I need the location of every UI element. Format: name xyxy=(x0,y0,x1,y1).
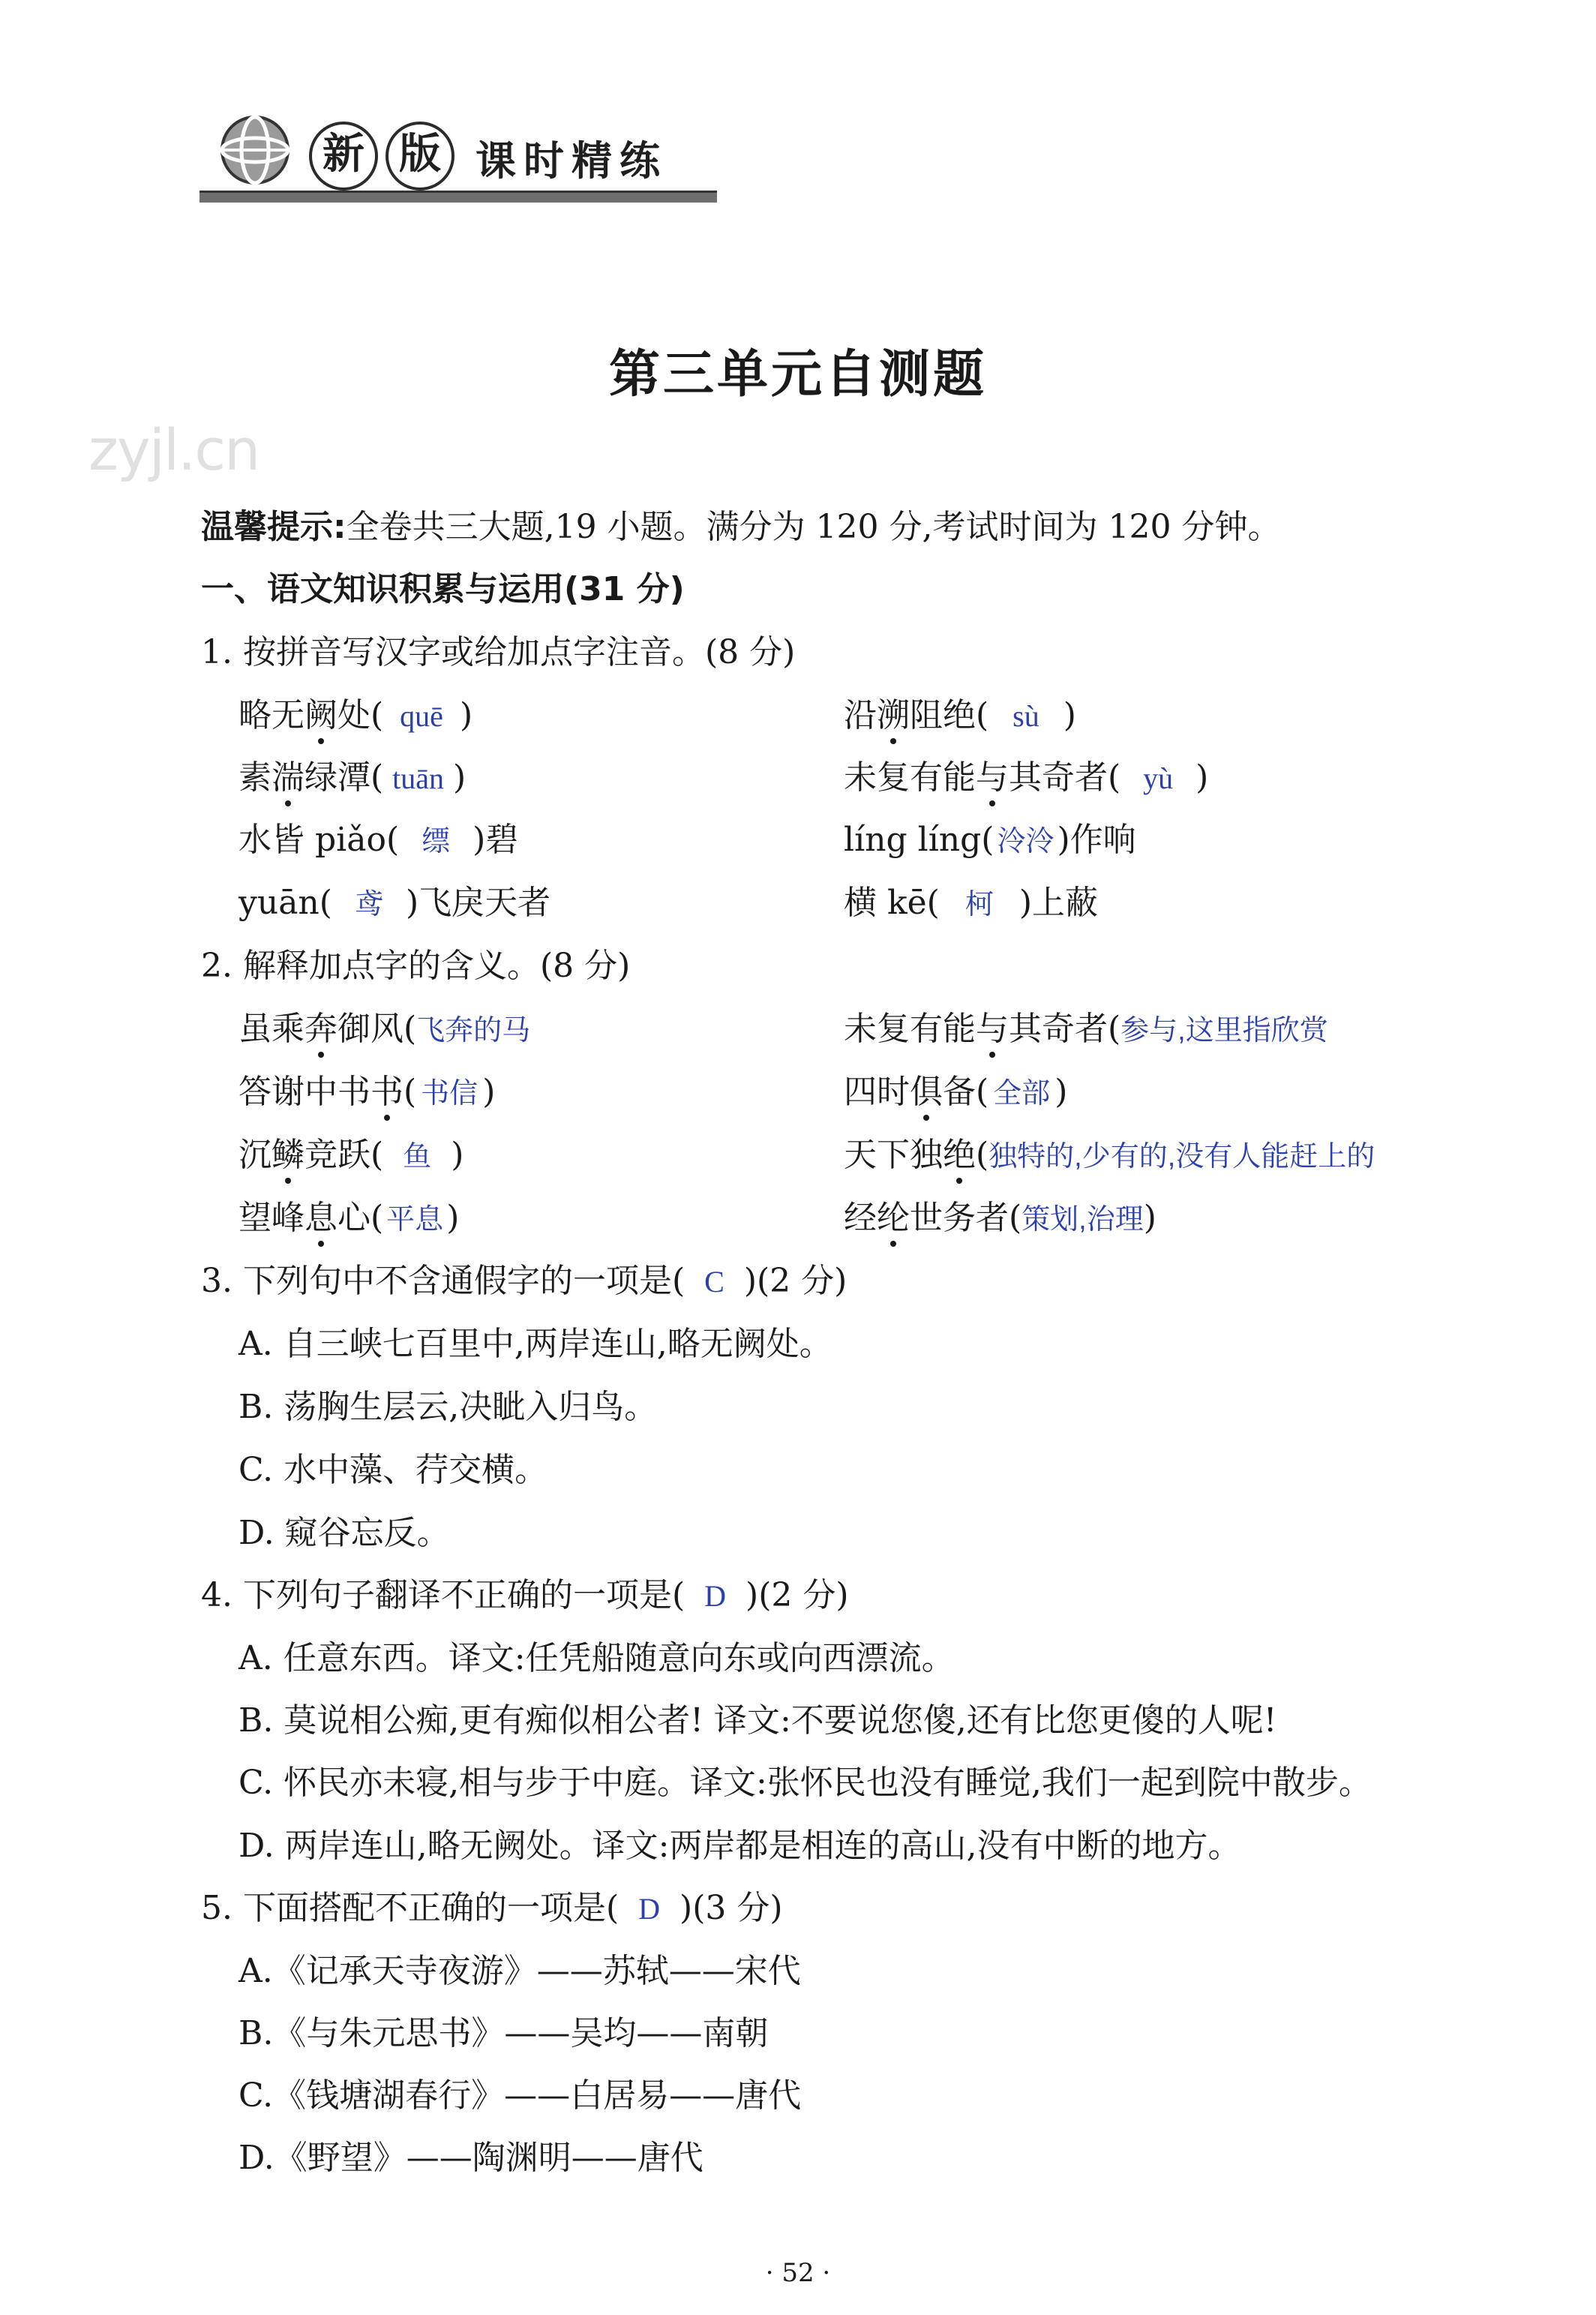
text: ( xyxy=(404,1073,417,1111)
text: ( xyxy=(976,1136,989,1174)
q4-stem xyxy=(201,1573,849,1619)
text: ) xyxy=(1054,1073,1068,1111)
text: )作响 xyxy=(1057,821,1136,859)
q1-item-4 xyxy=(844,755,1208,801)
text: ) xyxy=(459,696,473,734)
q3-option-d: D. 窥谷忘反。 xyxy=(238,1514,450,1552)
text: 世务者( xyxy=(910,1199,1022,1237)
q1-item-2 xyxy=(844,693,1076,739)
text: 未复有能 xyxy=(844,758,976,797)
text: 5. 下面搭配不正确的一项是( xyxy=(201,1889,620,1927)
text: 3. 下列句中不含通假字的一项是( xyxy=(201,1262,686,1300)
tip-text: 全卷共三大题,19 小题。满分为 120 分,考试时间为 120 分钟。 xyxy=(346,508,1281,546)
section-heading: 一、语文知识积累与运用(31 分) xyxy=(201,570,685,608)
text: 阻绝( xyxy=(910,696,989,734)
q2-item-3 xyxy=(238,1070,495,1116)
dotted-char: 书 xyxy=(370,1070,404,1115)
q2-stem: 2. 解释加点字的含义。(8 分) xyxy=(201,947,631,985)
dotted-char: 与 xyxy=(976,1007,1009,1052)
text: 略无 xyxy=(238,696,304,734)
dotted-char: 纶 xyxy=(877,1196,910,1241)
text: ) xyxy=(453,758,466,797)
dotted-char: 阙 xyxy=(304,693,338,738)
text: )(2 分) xyxy=(746,1576,849,1614)
text: 备( xyxy=(943,1073,989,1111)
answer: 缥 xyxy=(422,826,451,857)
answer: tuān xyxy=(392,761,445,795)
text: líng líng( xyxy=(844,821,994,859)
q1-item-5 xyxy=(238,818,518,864)
q5-option-a: A.《记承天寺夜游》——苏轼——宋代 xyxy=(238,1952,801,1990)
text: 沉 xyxy=(238,1136,272,1174)
text: 四时 xyxy=(844,1073,910,1111)
globe-icon xyxy=(218,113,292,188)
header-char-new: 新 xyxy=(309,122,378,191)
q3-option-c: C. 水中藻、荇交横。 xyxy=(238,1451,548,1489)
text: 4. 下列句子翻译不正确的一项是( xyxy=(201,1576,686,1614)
text: ) xyxy=(446,1199,460,1237)
q1-item-8 xyxy=(844,881,1098,927)
answer: quē xyxy=(400,699,443,733)
q5-stem xyxy=(201,1886,783,1932)
answer: 平息 xyxy=(386,1204,444,1236)
dotted-char: 绝 xyxy=(943,1133,976,1178)
q2-item-1 xyxy=(238,1007,530,1053)
q4-option-a: A. 任意东西。译文:任凭船随意向东或向西漂流。 xyxy=(238,1639,955,1677)
text: )上蔽 xyxy=(1018,884,1099,922)
dotted-char: 湍 xyxy=(272,755,304,800)
q1-item-3 xyxy=(238,755,466,801)
text: )碧 xyxy=(472,821,519,859)
q4-option-b: B. 莫说相公痴,更有痴似相公者! 译文:不要说您傻,还有比您更傻的人呢! xyxy=(238,1701,1277,1740)
dotted-char: 与 xyxy=(976,755,1009,800)
tip-label: 温馨提示: xyxy=(201,508,346,546)
text: 御风( xyxy=(338,1010,417,1048)
answer: 策划,治理 xyxy=(1022,1204,1144,1236)
text: 其奇者( xyxy=(1009,1010,1121,1048)
q3-option-a: A. 自三峡七百里中,两岸连山,略无阙处。 xyxy=(238,1325,832,1363)
answer: D xyxy=(704,1579,727,1613)
q2-item-7 xyxy=(238,1196,459,1242)
answer: 独特的,少有的,没有人能赶上的 xyxy=(988,1141,1376,1173)
text: 心( xyxy=(338,1199,384,1237)
text: ) xyxy=(1196,758,1209,797)
dotted-char: 息 xyxy=(304,1196,338,1241)
q3-option-b: B. 荡胸生层云,决眦入归鸟。 xyxy=(238,1388,658,1426)
header-subtitle: 课时精练 xyxy=(476,137,668,185)
text: 素 xyxy=(238,758,272,797)
answer: D xyxy=(638,1892,661,1926)
answer: 飞奔的马 xyxy=(416,1015,531,1046)
text: 天下独 xyxy=(844,1136,943,1174)
answer: 鱼 xyxy=(403,1141,432,1173)
q2-item-6 xyxy=(844,1133,1375,1179)
q1-item-1 xyxy=(238,693,472,739)
q2-item-2 xyxy=(844,1007,1328,1053)
text: 处( xyxy=(338,696,384,734)
dotted-char: 俱 xyxy=(910,1070,943,1115)
dotted-char: 溯 xyxy=(877,693,910,738)
q2-item-8 xyxy=(844,1196,1156,1242)
dotted-char: 鳞 xyxy=(272,1133,304,1178)
q5-option-c: C.《钱塘湖春行》——白居易——唐代 xyxy=(238,2076,802,2115)
answer: C xyxy=(704,1265,724,1299)
text: 绿潭( xyxy=(304,758,384,797)
answer: 泠泠 xyxy=(997,826,1054,857)
text: 未复有能 xyxy=(844,1010,976,1048)
q2-item-5 xyxy=(238,1133,464,1179)
text: ) xyxy=(1063,696,1076,734)
text: 沿 xyxy=(844,696,877,734)
text: yuān( xyxy=(238,884,332,922)
answer: yù xyxy=(1143,761,1174,795)
text: ) xyxy=(1143,1199,1156,1237)
q4-option-c: C. 怀民亦未寝,相与步于中庭。译文:张怀民也没有睡觉,我们一起到院中散步。 xyxy=(238,1764,1372,1802)
q1-item-6 xyxy=(844,818,1136,864)
page-title: 第三单元自测题 xyxy=(608,344,987,404)
text: 横 kē( xyxy=(844,884,940,922)
text: )(3 分) xyxy=(680,1889,783,1927)
q5-option-b: B.《与朱元思书》——吴均——南朝 xyxy=(238,2014,769,2052)
text: )飞戾天者 xyxy=(405,884,551,922)
q1-item-7 xyxy=(238,881,550,927)
text: ) xyxy=(482,1073,496,1111)
answer: 书信 xyxy=(421,1078,478,1109)
text: 望峰 xyxy=(238,1199,304,1237)
q1-stem: 1. 按拼音写汉字或给加点字注音。(8 分) xyxy=(201,633,796,671)
dotted-char: 奔 xyxy=(304,1007,338,1052)
q2-item-4 xyxy=(844,1070,1067,1116)
header-char-edition: 版 xyxy=(386,122,454,191)
text: )(2 分) xyxy=(743,1262,848,1300)
q5-option-d: D.《野望》——陶渊明——唐代 xyxy=(238,2139,704,2177)
answer: 柯 xyxy=(964,889,994,920)
header-rule-line xyxy=(200,191,717,193)
text: 经 xyxy=(844,1199,877,1237)
answer: 全部 xyxy=(993,1078,1051,1109)
text: ) xyxy=(451,1136,464,1174)
answer: 鸢 xyxy=(354,889,383,920)
book-header xyxy=(196,83,722,203)
answer: sù xyxy=(1012,699,1040,733)
watermark: zyjl.cn xyxy=(88,416,260,483)
tip-line xyxy=(201,505,1280,550)
text: 其奇者( xyxy=(1009,758,1121,797)
answer: 参与,这里指欣赏 xyxy=(1120,1015,1328,1046)
q3-stem xyxy=(201,1259,847,1305)
header-rule xyxy=(200,192,717,203)
q4-option-d: D. 两岸连山,略无阙处。译文:两岸都是相连的高山,没有中断的地方。 xyxy=(238,1827,1241,1865)
text: 虽乘 xyxy=(238,1010,304,1048)
text: 答谢中书 xyxy=(238,1073,370,1111)
text: 水皆 piǎo( xyxy=(238,821,400,859)
text: 竞跃( xyxy=(304,1136,384,1174)
page-number: · 52 · xyxy=(765,2258,831,2288)
